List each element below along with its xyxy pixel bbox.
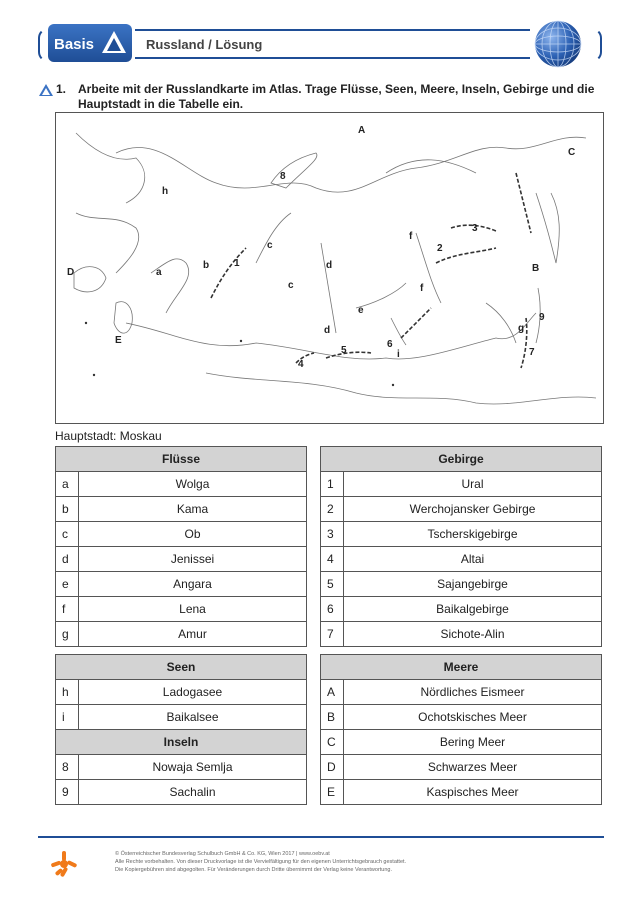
map-label: i (397, 349, 400, 360)
row-value: Altai (344, 547, 602, 572)
row-key: E (321, 780, 344, 805)
table-row (321, 730, 602, 755)
capital-answer: Hauptstadt: Moskau (55, 429, 162, 443)
row-key: 5 (321, 572, 344, 597)
rivers-table (55, 446, 307, 647)
table-row (321, 547, 602, 572)
map-label: 9 (539, 312, 545, 323)
row-key: D (321, 755, 344, 780)
table-row (321, 705, 602, 730)
lakes-header: Seen (56, 655, 307, 680)
row-key: 4 (321, 547, 344, 572)
map-label: E (115, 335, 122, 346)
map-label: b (203, 260, 210, 271)
map-label: c (288, 280, 294, 291)
copyright-line: © Österreichischer Bundesverlag Schulbuch GmbH & Co. KG, Wien 2017 | www.oebv.at (115, 851, 330, 857)
table-row (321, 497, 602, 522)
row-value: Werchojansker Gebirge (344, 497, 602, 522)
globe-icon (532, 18, 584, 70)
map-label: C (568, 147, 576, 158)
table-row (321, 680, 602, 705)
row-value: Amur (79, 622, 307, 647)
map-label: D (67, 267, 75, 278)
row-key: i (56, 705, 79, 730)
map-label: d (324, 325, 331, 336)
map-label: 3 (472, 223, 478, 234)
map-label: f (409, 231, 413, 242)
row-key: f (56, 597, 79, 622)
map-label: 5 (341, 345, 347, 356)
table-row (321, 780, 602, 805)
row-key: e (56, 572, 79, 597)
table-row (321, 622, 602, 647)
triangle-logo-icon (100, 29, 128, 57)
table-row (56, 622, 307, 647)
basis-badge (48, 24, 132, 62)
row-value: Kaspisches Meer (344, 780, 602, 805)
row-value: Baikalsee (79, 705, 307, 730)
row-value: Jenissei (79, 547, 307, 572)
row-key: B (321, 705, 344, 730)
table-row (56, 522, 307, 547)
seas-table (320, 654, 602, 805)
task-number: 1. (56, 82, 67, 96)
row-value: Ochotskisches Meer (344, 705, 602, 730)
row-value: Ladogasee (79, 680, 307, 705)
table-row (321, 572, 602, 597)
map-label: A (358, 125, 366, 136)
map-label: 2 (437, 243, 443, 254)
mountains-header: Gebirge (321, 447, 602, 472)
row-key: 1 (321, 472, 344, 497)
row-value: Ob (79, 522, 307, 547)
table-row (321, 597, 602, 622)
islands-header: Inseln (56, 730, 307, 755)
basis-label: Basis (54, 36, 95, 53)
row-value: Sajangebirge (344, 572, 602, 597)
map-label: 1 (234, 258, 240, 269)
table-row (321, 472, 602, 497)
table-row (321, 755, 602, 780)
map-label: 6 (387, 339, 393, 350)
map-label: c (267, 240, 273, 251)
map-label: B (532, 263, 540, 274)
task-triangle-icon (38, 83, 54, 97)
header-rule-bottom (135, 57, 530, 59)
row-key: 7 (321, 622, 344, 647)
map-label: 7 (529, 347, 535, 358)
map-label: 4 (298, 359, 304, 370)
row-key: g (56, 622, 79, 647)
row-key: 3 (321, 522, 344, 547)
row-value: Tscherskigebirge (344, 522, 602, 547)
task-instruction: Arbeite mit der Russlandkarte im Atlas. Trage Flüsse, Seen, Meere, Inseln, Gebirge und die Hauptstadt in die Tabelle ein. (78, 82, 595, 111)
row-key: a (56, 472, 79, 497)
footer-rule (38, 836, 604, 838)
copyright-line: Die Kopiergebühren sind abgegolten. Für Veränderungen durch Dritte übernimmt der Verlag keine Verantwortung. (115, 867, 393, 873)
row-key: A (321, 680, 344, 705)
map-label: f (420, 283, 424, 294)
page-title: Russland / Lösung (146, 37, 263, 52)
row-key: c (56, 522, 79, 547)
table-row (321, 522, 602, 547)
seas-header: Meere (321, 655, 602, 680)
lakes-islands-table (55, 654, 307, 805)
table-row (56, 547, 307, 572)
table-row (56, 497, 307, 522)
copyright-notice (115, 850, 575, 874)
row-key: C (321, 730, 344, 755)
row-value: Lena (79, 597, 307, 622)
row-value: Sichote-Alin (344, 622, 602, 647)
row-value: Nördliches Eismeer (344, 680, 602, 705)
map-label: a (156, 267, 162, 278)
table-row (56, 597, 307, 622)
copyright-line: Alle Rechte vorbehalten. Von dieser Druckvorlage ist die Vervielfältigung für den eigenen Unterrichtsgebrauch gestattet. (115, 859, 407, 865)
table-row (56, 680, 307, 705)
map-label: d (326, 260, 333, 271)
row-value: Kama (79, 497, 307, 522)
row-key: h (56, 680, 79, 705)
table-row (56, 705, 307, 730)
row-value: Nowaja Semlja (79, 755, 307, 780)
row-key: 6 (321, 597, 344, 622)
row-key: 8 (56, 755, 79, 780)
row-key: d (56, 547, 79, 572)
row-value: Schwarzes Meer (344, 755, 602, 780)
row-value: Baikalgebirge (344, 597, 602, 622)
row-key: 9 (56, 780, 79, 805)
mountains-table (320, 446, 602, 647)
row-value: Bering Meer (344, 730, 602, 755)
table-row (56, 755, 307, 780)
map-label: g (518, 323, 525, 334)
table-row (56, 780, 307, 805)
row-key: b (56, 497, 79, 522)
table-row (56, 572, 307, 597)
publisher-logo-icon (50, 850, 78, 878)
header-rule-top (135, 29, 530, 31)
map-label: 8 (280, 171, 286, 182)
rivers-header: Flüsse (56, 447, 307, 472)
row-value: Sachalin (79, 780, 307, 805)
row-value: Wolga (79, 472, 307, 497)
table-row (56, 472, 307, 497)
map-label: h (162, 186, 169, 197)
row-value: Ural (344, 472, 602, 497)
row-value: Angara (79, 572, 307, 597)
russia-outline-map (55, 112, 604, 424)
row-key: 2 (321, 497, 344, 522)
map-label: e (358, 305, 364, 316)
